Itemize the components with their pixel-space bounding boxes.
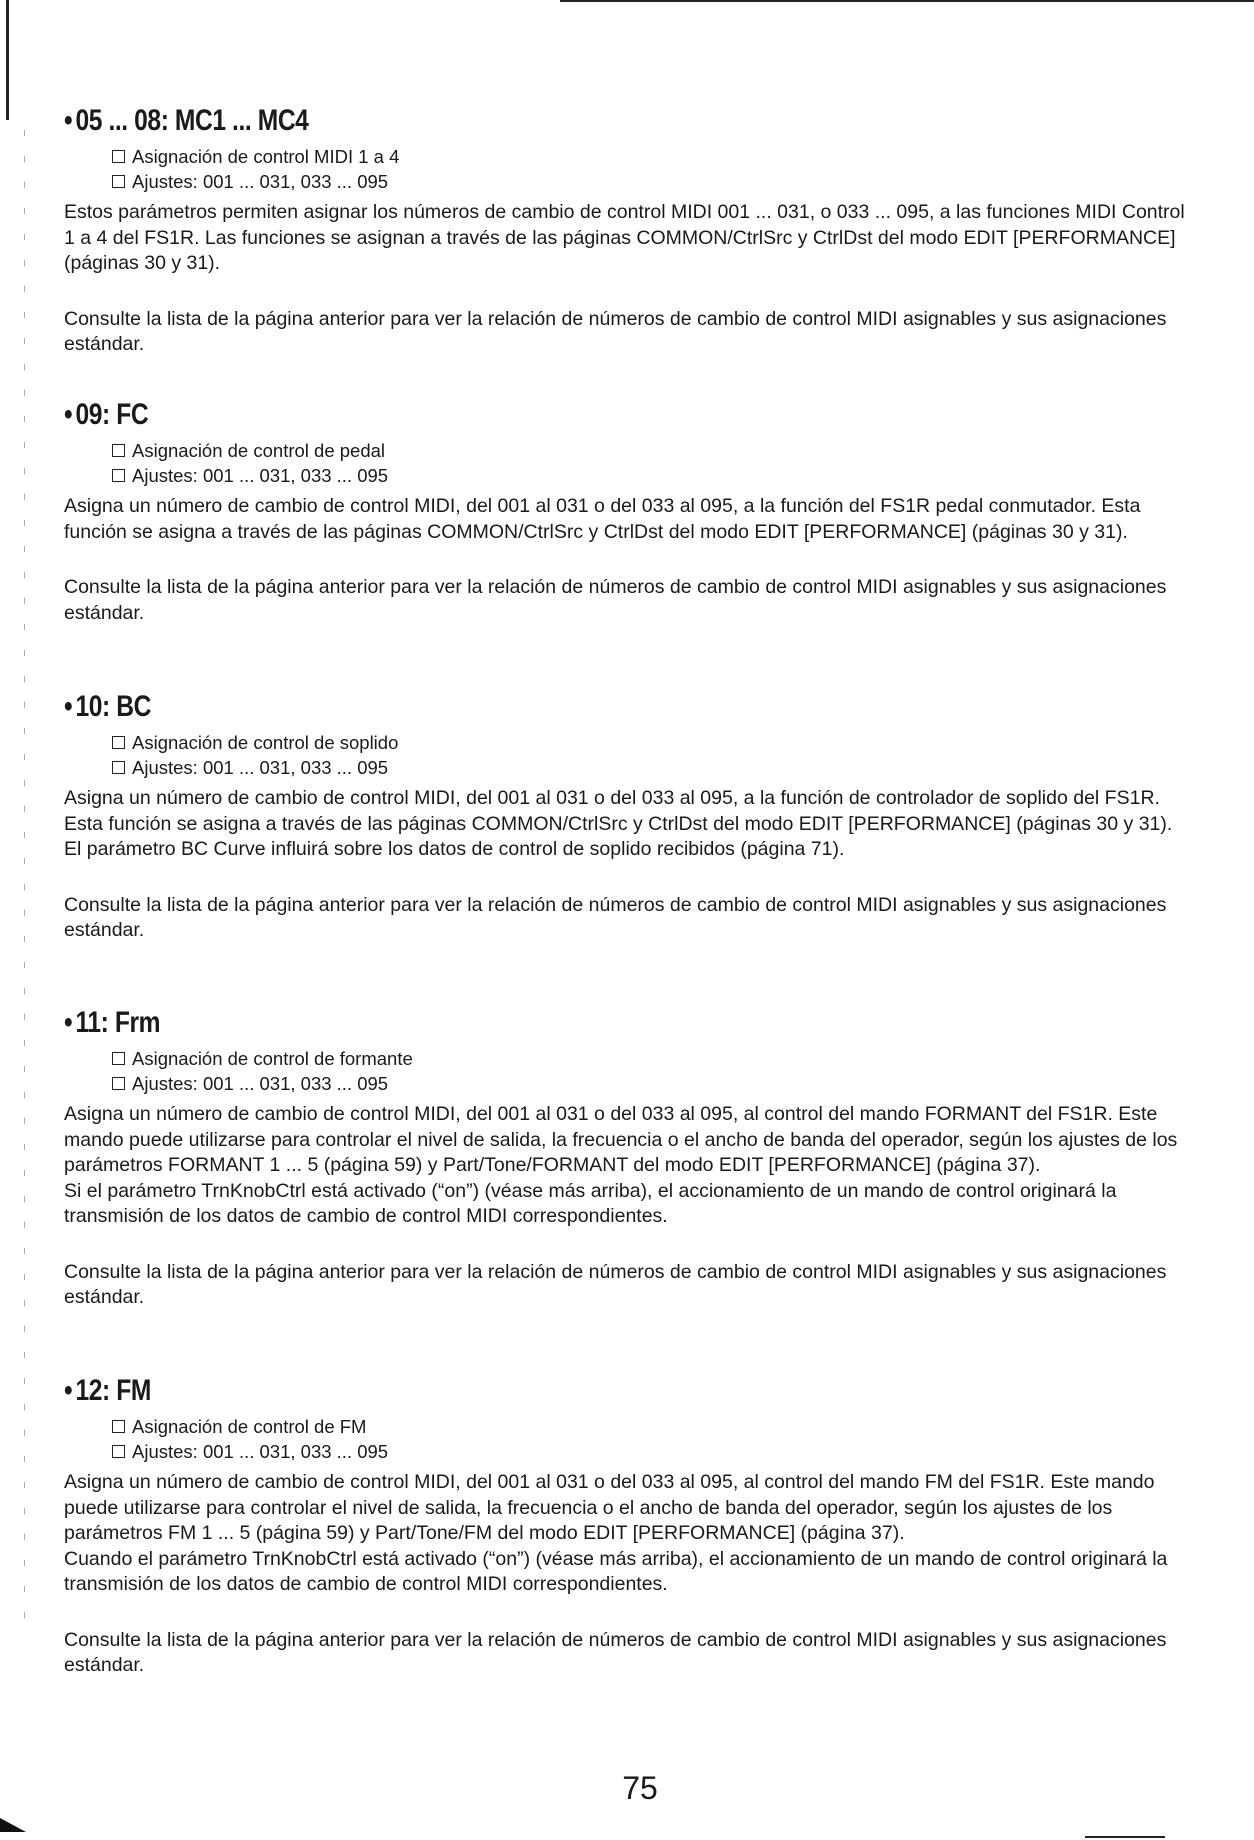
top-rule	[560, 0, 1254, 2]
section-title: 12: FM	[75, 1374, 151, 1407]
bottom-rule	[1085, 1836, 1165, 1838]
binding-edge-mark	[6, 0, 9, 120]
checkbox-square-icon	[112, 1420, 125, 1433]
paragraph: Consulte la lista de la página anterior para ver la relación de números de cambio de control MIDI asignables y sus asignaciones estándar.	[64, 1628, 1167, 1676]
section-fm	[64, 1374, 1194, 1679]
paragraph: Estos parámetros permiten asignar los números de cambio de control MIDI 001 ... 031, o 033 ... 095, a las funciones MIDI Control 1 a 4 del FS1R. Las funciones se asignan a través de las páginas COMMON/CtrlSrc y CtrlDst del modo EDIT [PERFORMANCE] (páginas 30 y 31).	[64, 201, 1185, 274]
paragraph: Consulte la lista de la página anterior para ver la relación de números de cambio de control MIDI asignables y sus asignaciones estándar.	[64, 1260, 1167, 1308]
section-heading	[64, 1374, 991, 1408]
checkbox-square-icon	[112, 1052, 125, 1065]
section-meta	[112, 438, 1194, 488]
section-heading	[64, 690, 991, 724]
paragraph: Consulte la lista de la página anterior para ver la relación de números de cambio de control MIDI asignables y sus asignaciones estándar.	[64, 307, 1167, 355]
section-meta	[112, 1414, 1194, 1464]
paragraph: Consulte la lista de la página anterior para ver la relación de números de cambio de control MIDI asignables y sus asignaciones estándar.	[64, 576, 1167, 624]
meta-line	[112, 1414, 1194, 1439]
bullet: •	[64, 104, 73, 137]
meta-text: Ajustes: 001 ... 031, 033 ... 095	[132, 1073, 389, 1094]
checkbox-square-icon	[112, 444, 125, 457]
checkbox-square-icon	[112, 175, 125, 188]
bullet: •	[64, 1006, 73, 1039]
section-title: 05 ... 08: MC1 ... MC4	[75, 104, 309, 137]
section-title: 09: FC	[75, 398, 149, 431]
paragraph: Asigna un número de cambio de control MIDI, del 001 al 031 o del 033 al 095, al control del mando FORMANT del FS1R. Este mando puede utilizarse para controlar el nivel de salida, la frecuencia o el ancho de banda del operador, según los ajustes de los parámetros FORMANT 1 ... 5 (página 59) y Part/Tone/FORMANT del modo EDIT [PERFORMANCE] (página 37). Si el parámetro TrnKnobCtrl está activado (“on”) (véase más arriba), el accionamiento de un mando de control originará la transmisión de los datos de cambio de control MIDI correspondientes.	[64, 1103, 1178, 1227]
meta-line	[112, 730, 1194, 755]
checkbox-square-icon	[112, 1077, 125, 1090]
meta-line	[112, 1439, 1194, 1464]
section-heading	[64, 398, 991, 432]
corner-mark	[0, 1818, 26, 1832]
bullet: •	[64, 1374, 73, 1407]
section-meta	[112, 1046, 1194, 1096]
paragraph: Asigna un número de cambio de control MIDI, del 001 al 031 o del 033 al 095, a la función del FS1R pedal conmutador. Esta función se asigna a través de las páginas COMMON/CtrlSrc y CtrlDst del modo EDIT [PERFORMANCE] (páginas 30 y 31).	[64, 495, 1141, 543]
meta-line	[112, 169, 1194, 194]
meta-text: Ajustes: 001 ... 031, 033 ... 095	[132, 465, 389, 486]
section-fc	[64, 398, 1194, 626]
checkbox-square-icon	[112, 469, 125, 482]
section-heading	[64, 104, 991, 138]
meta-text: Ajustes: 001 ... 031, 033 ... 095	[132, 757, 389, 778]
meta-text: Asignación de control de pedal	[132, 440, 386, 461]
paragraph: Asigna un número de cambio de control MIDI, del 001 al 031 o del 033 al 095, a la función de controlador de soplido del FS1R. Esta función se asigna a través de las páginas COMMON/CtrlSrc y CtrlDst del modo EDIT [PERFORMANCE] (páginas 30 y 31). El parámetro BC Curve influirá sobre los datos de control de soplido recibidos (página 71).	[64, 787, 1173, 860]
meta-line	[112, 755, 1194, 780]
paragraph: Consulte la lista de la página anterior para ver la relación de números de cambio de control MIDI asignables y sus asignaciones estándar.	[64, 893, 1167, 941]
meta-line	[112, 438, 1194, 463]
section-meta	[112, 730, 1194, 780]
binding-edge-dashes	[24, 130, 25, 1630]
checkbox-square-icon	[112, 150, 125, 163]
checkbox-square-icon	[112, 736, 125, 749]
section-heading	[64, 1006, 991, 1040]
bullet: •	[64, 690, 73, 723]
section-frm	[64, 1006, 1194, 1311]
meta-line	[112, 144, 1194, 169]
meta-text: Asignación de control MIDI 1 a 4	[132, 146, 400, 167]
meta-text: Ajustes: 001 ... 031, 033 ... 095	[132, 171, 389, 192]
meta-line	[112, 1046, 1194, 1071]
section-bc	[64, 690, 1194, 944]
page-number: 75	[622, 1770, 658, 1806]
meta-text: Asignación de control de soplido	[132, 732, 399, 753]
meta-line	[112, 463, 1194, 488]
checkbox-square-icon	[112, 1445, 125, 1458]
section-mc1-mc4	[64, 104, 1194, 358]
meta-text: Ajustes: 001 ... 031, 033 ... 095	[132, 1441, 389, 1462]
section-meta	[112, 144, 1194, 194]
meta-text: Asignación de control de FM	[132, 1416, 367, 1437]
checkbox-square-icon	[112, 761, 125, 774]
paragraph: Asigna un número de cambio de control MIDI, del 001 al 031 o del 033 al 095, al control del mando FM del FS1R. Este mando puede utilizarse para controlar el nivel de salida, la frecuencia o el ancho de banda del operador, según los ajustes de los parámetros FM 1 ... 5 (página 59) y Part/Tone/FM del modo EDIT [PERFORMANCE] (página 37). Cuando el parámetro TrnKnobCtrl está activado (“on”) (véase más arriba), el accionamiento de un mando de control originará la transmisión de los datos de cambio de control MIDI correspondientes.	[64, 1471, 1168, 1595]
meta-line	[112, 1071, 1194, 1096]
section-title: 10: BC	[75, 690, 151, 723]
section-title: 11: Frm	[75, 1006, 161, 1039]
bullet: •	[64, 398, 73, 431]
meta-text: Asignación de control de formante	[132, 1048, 413, 1069]
